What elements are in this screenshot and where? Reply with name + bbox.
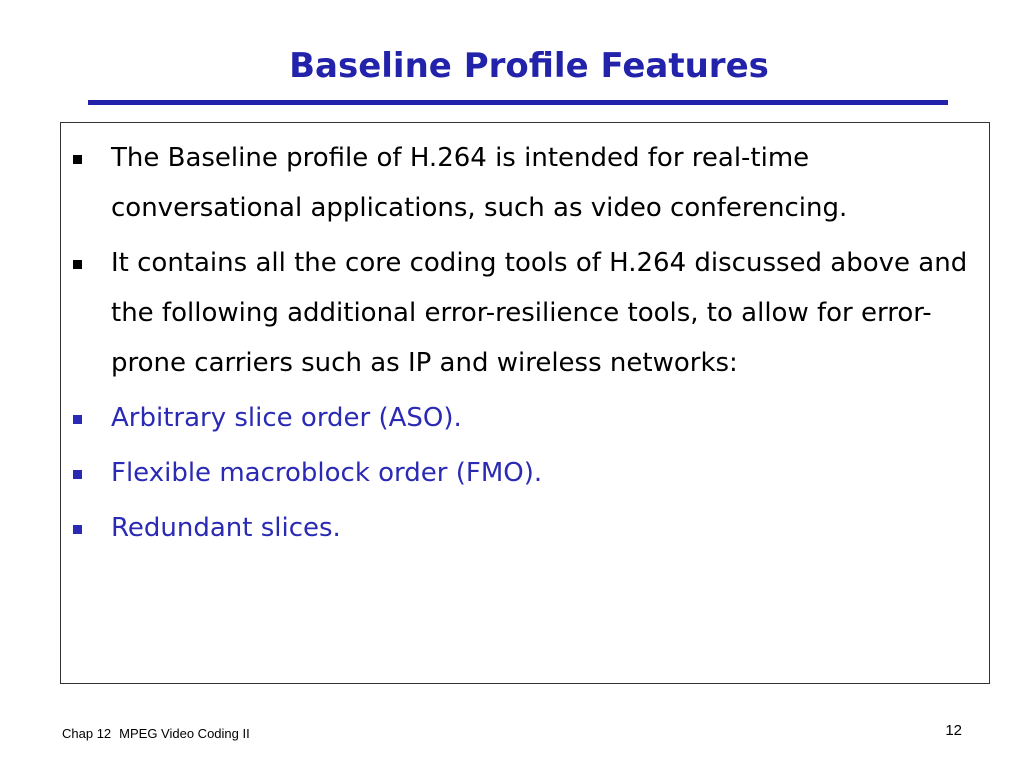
- square-bullet-icon: [73, 155, 82, 164]
- title-underline: [88, 100, 948, 105]
- bullet-item-aso: [73, 393, 978, 443]
- square-bullet-icon: [73, 525, 82, 534]
- bullet-text: The Baseline profile of H.264 is intended for real-time conversational applications, such as video conferencing.: [111, 143, 848, 223]
- bullet-list: [73, 133, 978, 558]
- bullet-text: It contains all the core coding tools of H.264 discussed above and the following additional error-resilience tools, to allow for error-prone carriers such as IP and wireless networks:: [111, 248, 968, 378]
- square-bullet-icon: [73, 415, 82, 424]
- content-box: [60, 122, 990, 684]
- bullet-item-fmo: [73, 448, 978, 498]
- footer-chapter: Chap 12: [62, 726, 112, 741]
- bullet-item-redundant-slices: [73, 503, 978, 553]
- bullet-text: Flexible macroblock order (FMO).: [111, 458, 543, 488]
- bullet-item-baseline-intent: [73, 133, 978, 233]
- bullet-text: Arbitrary slice order (ASO).: [111, 403, 462, 433]
- square-bullet-icon: [73, 260, 82, 269]
- bullet-item-core-tools: [73, 238, 978, 388]
- page-number: 12: [945, 722, 962, 739]
- square-bullet-icon: [73, 470, 82, 479]
- bullet-text: Redundant slices.: [111, 513, 341, 543]
- footer-caption: [62, 726, 250, 741]
- footer-course: MPEG Video Coding II: [119, 726, 250, 741]
- slide-title: Baseline Profile Features: [289, 46, 769, 86]
